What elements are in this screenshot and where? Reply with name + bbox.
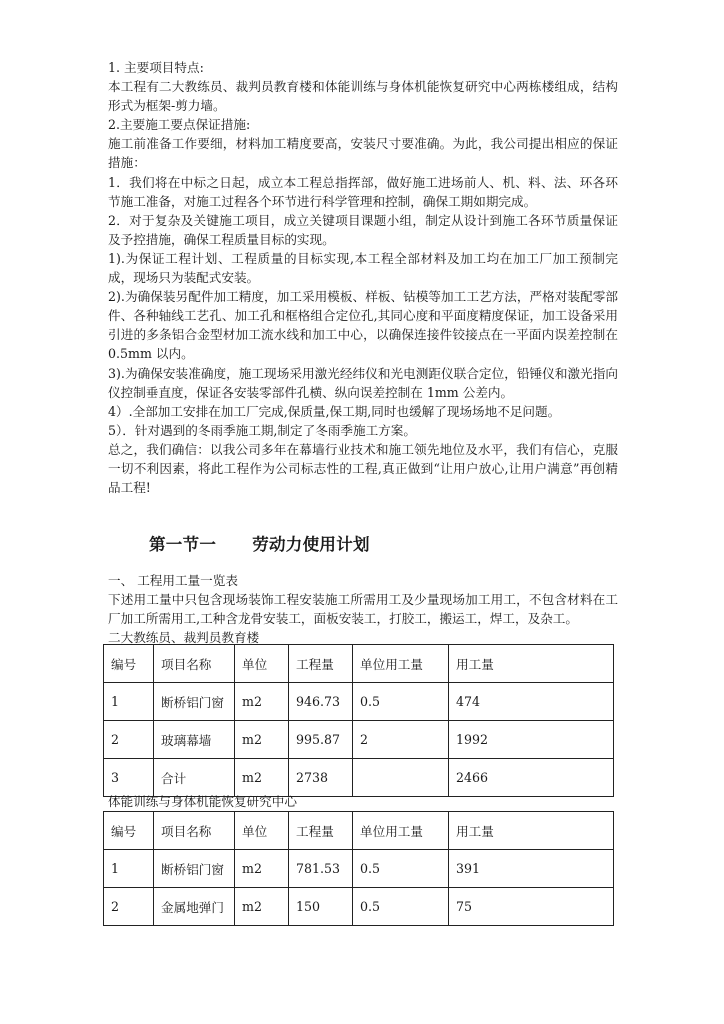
table-cell: 2738 bbox=[289, 759, 353, 797]
header-cell: 工程量 bbox=[289, 812, 353, 850]
paragraph-sub-4: 4）.全部加工安排在加工厂完成,保质量,保工期,同时也缓解了现场场地不足问题。 bbox=[108, 403, 561, 419]
table-cell bbox=[353, 759, 449, 797]
table-cell: 玻璃幕墙 bbox=[154, 721, 235, 759]
paragraph-measures-heading: 2.主要施工要点保证措施: bbox=[108, 117, 251, 133]
paragraph-sub-2: 2).为确保装另配件加工精度，加工采用模板、样板、钻模等加工工艺方法，严格对装配零部件、各种轴线工艺孔、加工孔和框格组合定位孔,其同心度和平面度精度保证，加工设备采用引进的多条铝合金型材加工流水线和加工中心，以确保连接件铰接点在一平面内误差控制在 0.5mm 以内。 bbox=[108, 289, 618, 362]
table-cell: 断桥铝门窗 bbox=[154, 683, 235, 721]
table-cell: 2 bbox=[353, 721, 449, 759]
table-cell: 391 bbox=[449, 850, 614, 888]
table-cell: 0.5 bbox=[353, 850, 449, 888]
table-row bbox=[104, 683, 614, 721]
table-cell: m2 bbox=[235, 721, 289, 759]
table-cell: 合计 bbox=[154, 759, 235, 797]
header-cell: 编号 bbox=[104, 812, 154, 850]
header-cell: 用工量 bbox=[449, 645, 614, 683]
header-cell: 工程量 bbox=[289, 645, 353, 683]
table-cell: 946.73 bbox=[289, 683, 353, 721]
paragraph-sub-1: 1).为保证工程计划、工程质量的目标实现,本工程全部材料及加工均在加工厂加工预制完成，现场只为装配式安装。 bbox=[108, 250, 618, 286]
table-cell: m2 bbox=[235, 888, 289, 926]
table-cell: 0.5 bbox=[353, 683, 449, 721]
table-cell: m2 bbox=[235, 683, 289, 721]
table-cell: 150 bbox=[289, 888, 353, 926]
header-cell: 项目名称 bbox=[154, 812, 235, 850]
paragraph-features-heading: 1. 主要项目特点: bbox=[108, 60, 204, 75]
table-row bbox=[104, 721, 614, 759]
paragraph-sub-5: 5）．针对遇到的冬雨季施工期,制定了冬雨季施工方案。 bbox=[108, 422, 416, 438]
table-cell: 781.53 bbox=[289, 850, 353, 888]
header-cell: 项目名称 bbox=[154, 645, 235, 683]
labor-intro bbox=[108, 571, 618, 647]
header-cell: 单位 bbox=[235, 812, 289, 850]
header-cell: 编号 bbox=[104, 645, 154, 683]
table-cell: 2 bbox=[104, 888, 154, 926]
labor-table-heading: 一、 工程用工量一览表 bbox=[108, 573, 238, 588]
table-cell: 1 bbox=[104, 683, 154, 721]
paragraph-sub-3: 3).为确保安装准确度，施工现场采用激光经纬仪和光电测距仪联合定位，铅锤仪和激光指向仪控制垂直度，保证各安装零部件孔横、纵向误差控制在 1mm 公差内。 bbox=[108, 365, 618, 400]
table-cell: 75 bbox=[449, 888, 614, 926]
table-cell: 2466 bbox=[449, 759, 614, 797]
labor-table-2 bbox=[103, 811, 614, 926]
paragraph-measure-1: 1．我们将在中标之日起，成立本工程总指挥部，做好施工进场前人、机、料、法、环各环节施工准备，对施工过程各个环节进行科学管理和控制，确保工期如期完成。 bbox=[108, 174, 618, 209]
table-cell: 3 bbox=[104, 759, 154, 797]
table-cell: m2 bbox=[235, 850, 289, 888]
header-cell: 单位用工量 bbox=[353, 812, 449, 850]
table-row bbox=[104, 759, 614, 797]
table-cell: 1992 bbox=[449, 721, 614, 759]
table-header-row bbox=[104, 645, 614, 683]
paragraph-measure-2: 2．对于复杂及关键施工项目，成立关键项目课题小组，制定从设计到施工各环节质量保证及予控措施，确保工程质量目标的实现。 bbox=[108, 212, 618, 247]
table-cell: 1 bbox=[104, 850, 154, 888]
labor-description: 下述用工量中只包含现场装饰工程安装施工所需用工及少量现场加工用工，不包含材料在工厂加工所需用工,工种含龙骨安装工，面板安装工，打胶工，搬运工，焊工，及杂工。 bbox=[108, 592, 618, 627]
header-cell: 用工量 bbox=[449, 812, 614, 850]
table-cell: 断桥铝门窗 bbox=[154, 850, 235, 888]
table-cell: 995.87 bbox=[289, 721, 353, 759]
paragraph-measures-intro: 施工前准备工作要细，材料加工精度要高，安装尺寸要准确。为此，我公司提出相应的保证措施： bbox=[108, 136, 618, 171]
table-caption-1: 二大教练员、裁判员教育楼 bbox=[108, 630, 260, 646]
table-caption-2: 体能训练与身体机能恢复研究中心 bbox=[108, 794, 297, 809]
table-cell: 金属地弹门 bbox=[154, 888, 235, 926]
header-cell: 单位用工量 bbox=[353, 645, 449, 683]
section-number: 第一节一 bbox=[149, 535, 217, 554]
table-header-row bbox=[104, 812, 614, 850]
table-cell: m2 bbox=[235, 759, 289, 797]
paragraph-features: 本工程有二大教练员、裁判员教育楼和体能训练与身体机能恢复研究中心两栋楼组成，结构形式为框架-剪力墙。 bbox=[108, 79, 618, 114]
paragraph-conclusion: 总之，我们确信：以我公司多年在幕墙行业技术和施工领先地位及水平，我们有信心，克服一切不利因素，将此工程作为公司标志性的工程,真正做到“让用户放心,让用户满意”再创精品工程! bbox=[108, 441, 618, 496]
section-name: 劳动力使用计划 bbox=[252, 535, 370, 554]
table-row bbox=[104, 850, 614, 888]
body-text bbox=[108, 58, 618, 497]
labor-table-1 bbox=[103, 644, 614, 797]
section-title bbox=[149, 531, 370, 555]
table-cell: 474 bbox=[449, 683, 614, 721]
table-cell: 0.5 bbox=[353, 888, 449, 926]
header-cell: 单位 bbox=[235, 645, 289, 683]
table-row bbox=[104, 888, 614, 926]
table-cell: 2 bbox=[104, 721, 154, 759]
